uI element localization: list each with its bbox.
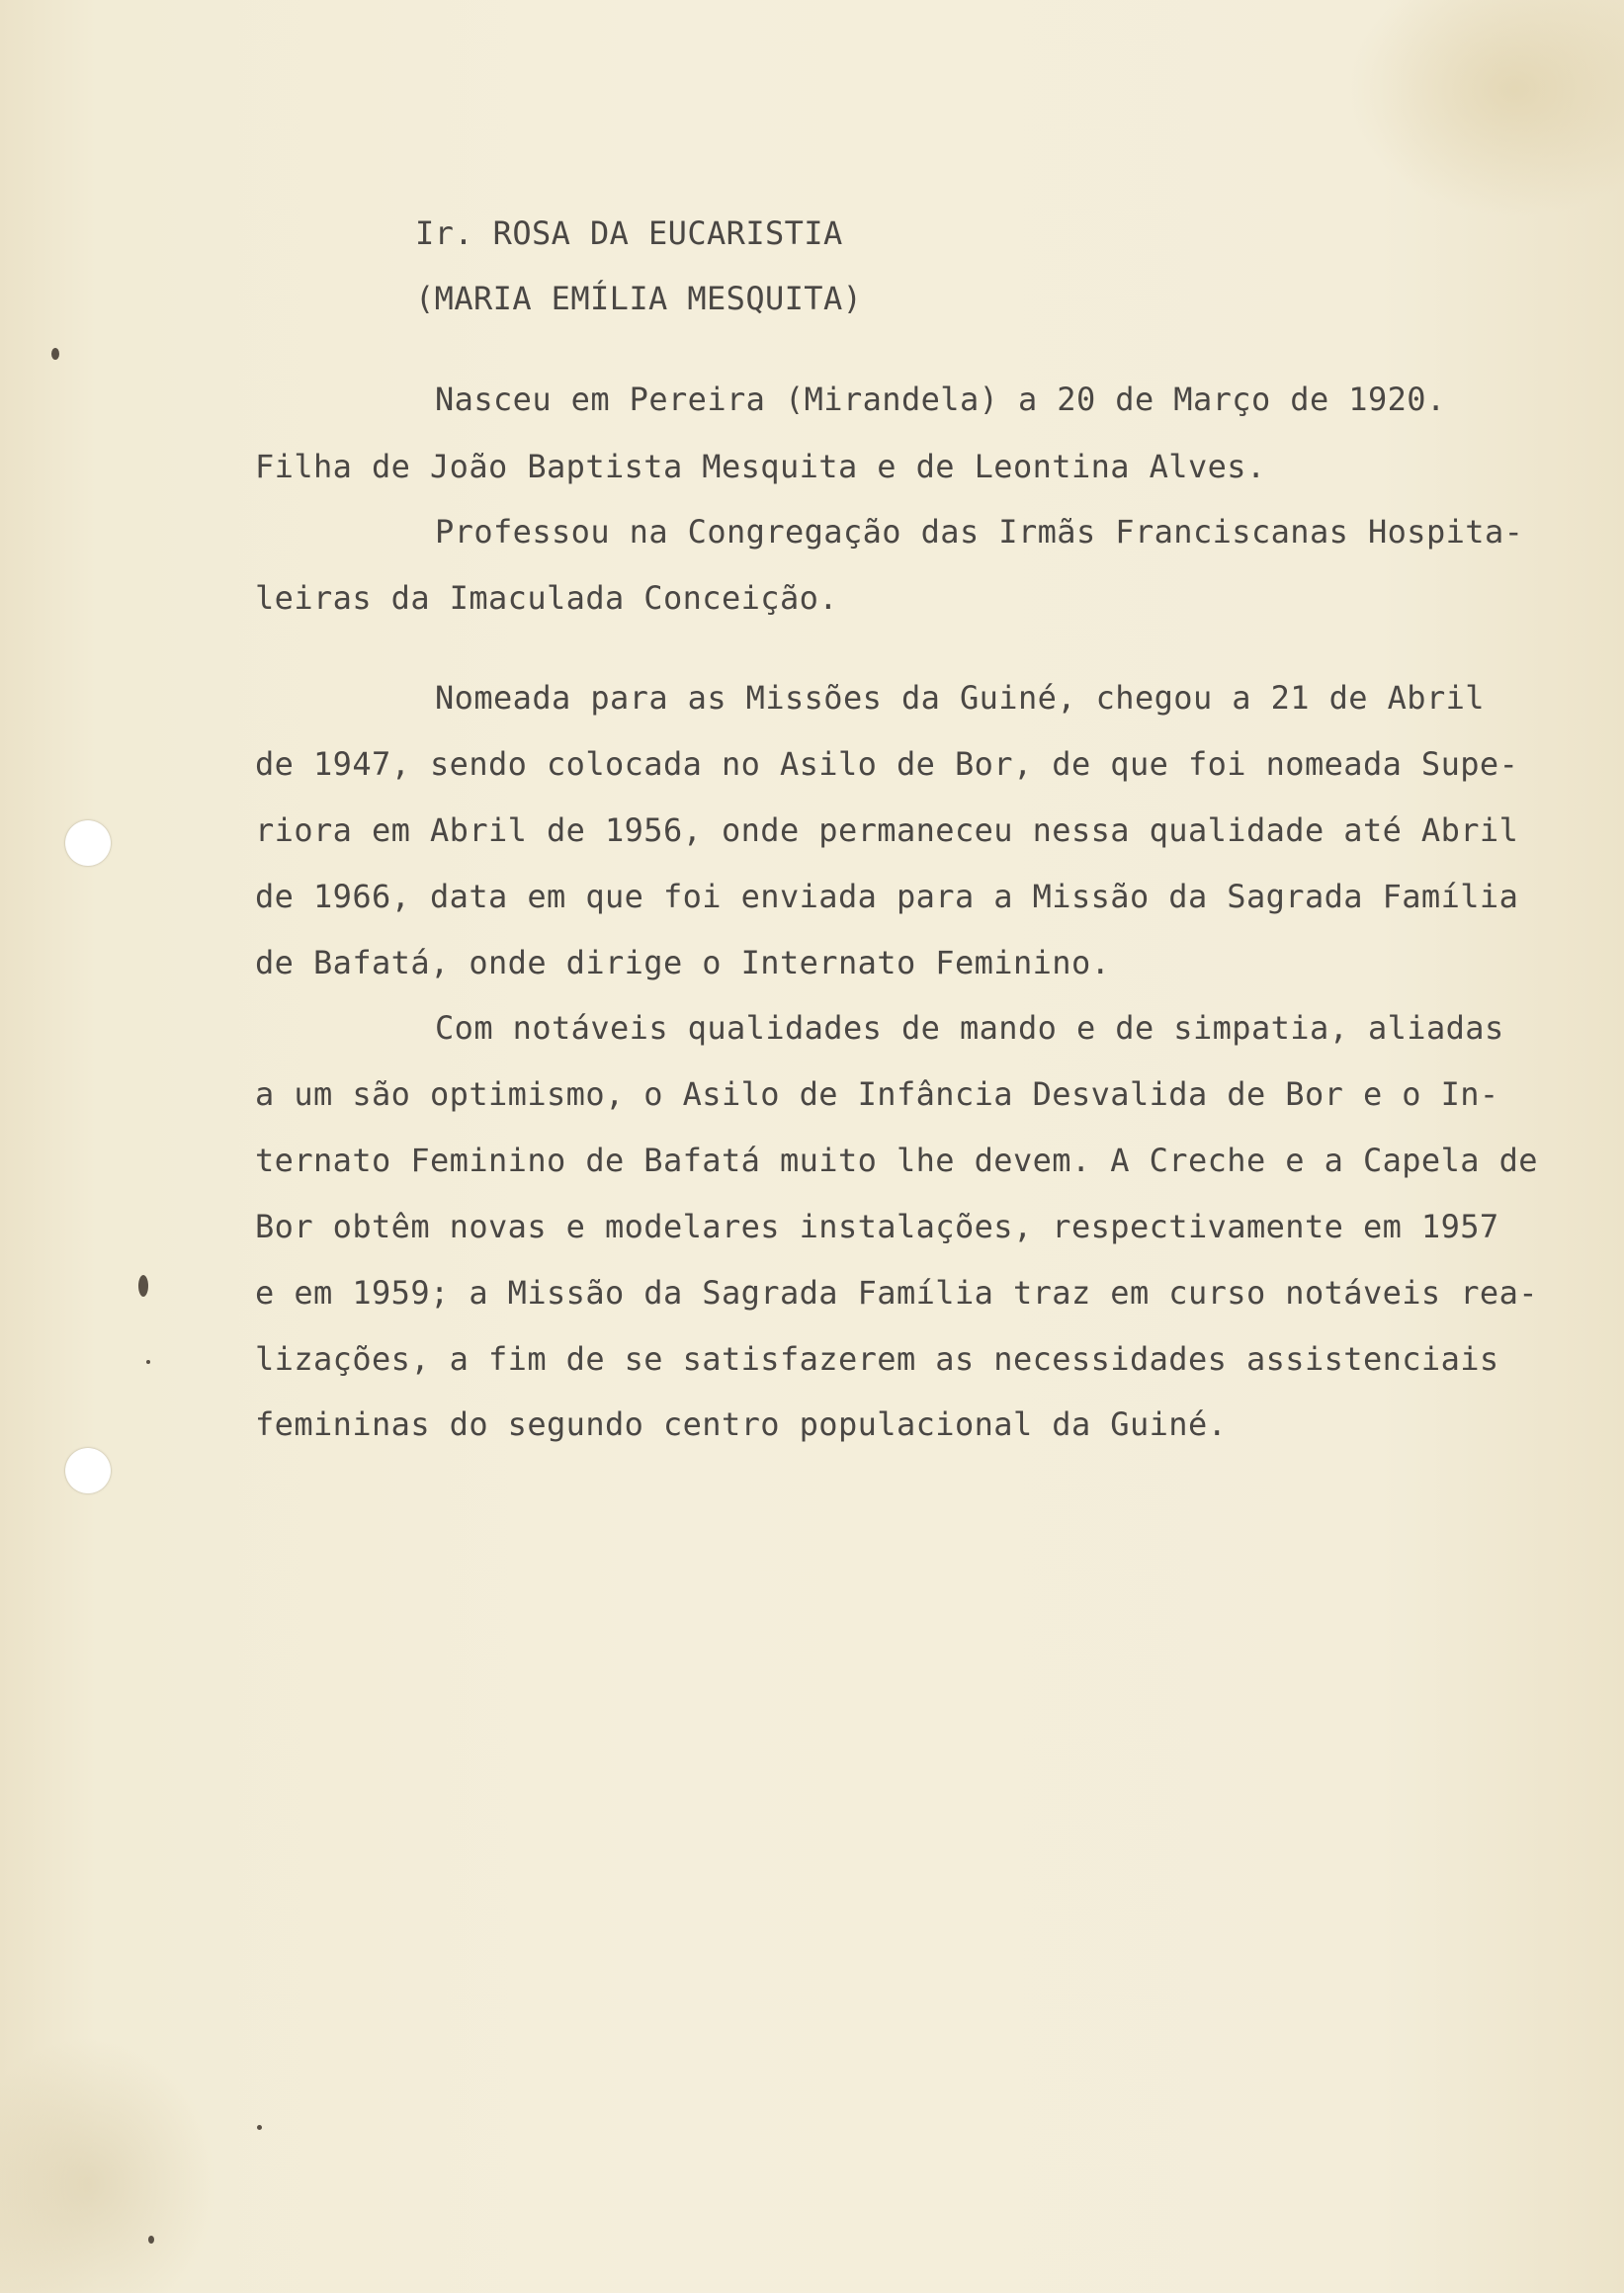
ink-speck xyxy=(51,348,59,360)
document-subtitle: (MARIA EMÍLIA MESQUITA) xyxy=(415,280,863,317)
body-line: Bor obtêm novas e modelares instalações, respectivamente em 1957 xyxy=(255,1208,1499,1245)
body-line: de 1947, sendo colocada no Asilo de Bor, de que foi nomeada Supe- xyxy=(255,745,1519,783)
body-line: riora em Abril de 1956, onde permaneceu nessa qualidade até Abril xyxy=(255,811,1519,849)
body-line: Professou na Congregação das Irmãs Franciscanas Hospita- xyxy=(435,513,1524,551)
body-line: a um são optimismo, o Asilo de Infância Desvalida de Bor e o In- xyxy=(255,1075,1499,1113)
body-line: leiras da Imaculada Conceição. xyxy=(255,579,838,617)
body-line: femininas do segundo centro populacional da Guiné. xyxy=(255,1405,1228,1443)
ink-speck xyxy=(257,2125,262,2130)
paper-stain xyxy=(1347,0,1624,217)
paper-stain xyxy=(0,2036,217,2293)
ink-speck xyxy=(148,2236,154,2244)
punch-hole xyxy=(65,1448,111,1493)
body-line: Com notáveis qualidades de mando e de simpatia, aliadas xyxy=(435,1009,1504,1047)
body-line: Nasceu em Pereira (Mirandela) a 20 de Março de 1920. xyxy=(435,381,1446,418)
document-title: Ir. ROSA DA EUCARISTIA xyxy=(415,214,843,252)
body-line: de Bafatá, onde dirige o Internato Feminino. xyxy=(255,944,1111,981)
body-line: e em 1959; a Missão da Sagrada Família traz em curso notáveis rea- xyxy=(255,1274,1538,1312)
body-line: Filha de João Baptista Mesquita e de Leontina Alves. xyxy=(255,448,1266,485)
punch-hole xyxy=(65,820,111,866)
body-line: lizações, a fim de se satisfazerem as necessidades assistenciais xyxy=(255,1340,1499,1378)
body-line: de 1966, data em que foi enviada para a Missão da Sagrada Família xyxy=(255,878,1519,915)
ink-speck xyxy=(138,1275,148,1297)
ink-speck xyxy=(146,1360,150,1364)
body-line: ternato Feminino de Bafatá muito lhe devem. A Creche e a Capela de xyxy=(255,1142,1538,1179)
body-line: Nomeada para as Missões da Guiné, chegou a 21 de Abril xyxy=(435,679,1485,717)
